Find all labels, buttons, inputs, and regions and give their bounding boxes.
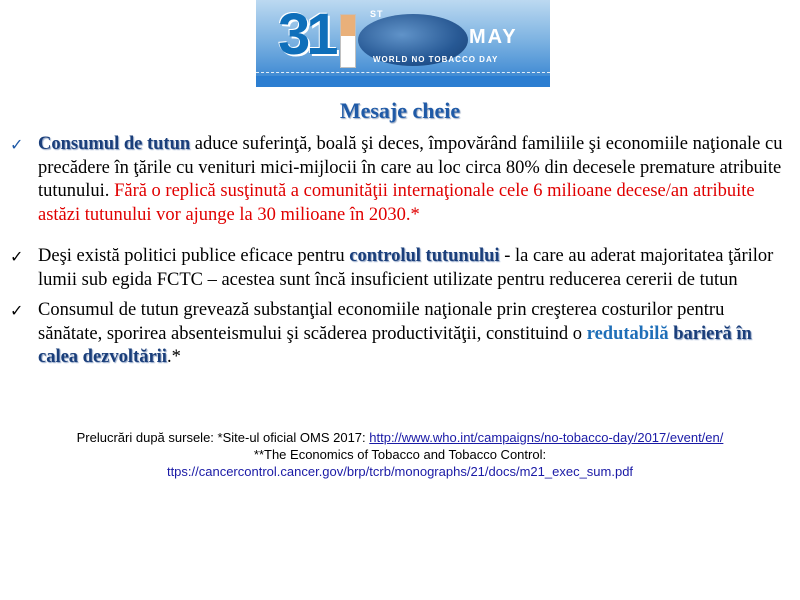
bullet-highlight: Consumul de tutun [38, 134, 191, 154]
bullet-highlight: barieră în calea dezvoltării [38, 323, 752, 367]
check-mark-icon: ✓ [10, 135, 24, 154]
list-item [10, 133, 790, 227]
page-title: Mesaje cheie [339, 98, 461, 123]
bullet-text: Consumul de tutun grevează substanţial economiile naţionale prin creşterea costurilor pentru sănătate, sporirea absenteismului şi scăderea productivităţii, constituind o [38, 300, 725, 344]
list-item [10, 299, 790, 370]
cancer-source-link[interactable]: ttps://cancercontrol.cancer.gov/brp/tcrb/monographs/21/docs/m21_exec_sum.pdf [166, 464, 634, 479]
source-line-2: **The Economics of Tobacco and Tobacco Control: [253, 447, 547, 462]
source-prefix: Prelucrări după sursele: *Site-ul oficial OMS 2017: [76, 430, 370, 445]
bullet-highlight: controlul tutunului [349, 246, 500, 266]
sources-note [0, 429, 800, 480]
bullet-red-text: Fără o replică susţinută a comunităţii internaţionale cele 6 milioane decese/an atribuite astăzi tutunului vor ajunge la 30 milioane în 2030.* [38, 181, 755, 225]
banner-caption: WORLD NO TOBACCO DAY [373, 55, 499, 64]
bullet-text: Deşi există politici publice eficace pentru [38, 246, 350, 266]
bullet-text: aduce suferinţă, boală şi deces, împovărând familiile şi economiile naţionale cu precădere în ţările cu venituri mici-mijlocii în care au loc circa 80% din decesele premature atribuite tutunului. [38, 134, 783, 201]
bullet-tail: .* [166, 347, 181, 367]
banner-strip [256, 76, 550, 87]
bullet-blue-text: redutabilă [586, 323, 669, 344]
banner-suffix: ST [370, 9, 384, 19]
who-source-link[interactable]: http://www.who.int/campaigns/no-tobacco-day/2017/event/en/ [369, 430, 724, 445]
cigarette-icon [340, 14, 356, 68]
world-no-tobacco-day-banner [256, 0, 550, 87]
check-mark-icon: ✓ [10, 247, 24, 266]
check-mark-icon: ✓ [10, 301, 24, 320]
banner-month: MAY [469, 26, 518, 48]
bullet-text: - la care au aderat majoritatea ţărilor lumii sub egida FCTC – acestea sunt încă insuficient utilizate pentru reducerea cererii de tutun [38, 246, 774, 290]
source-line-1 [0, 429, 800, 446]
key-messages-list [10, 133, 790, 370]
banner-divider [256, 72, 550, 73]
banner-number: 31 [278, 2, 335, 67]
list-item [10, 245, 790, 292]
